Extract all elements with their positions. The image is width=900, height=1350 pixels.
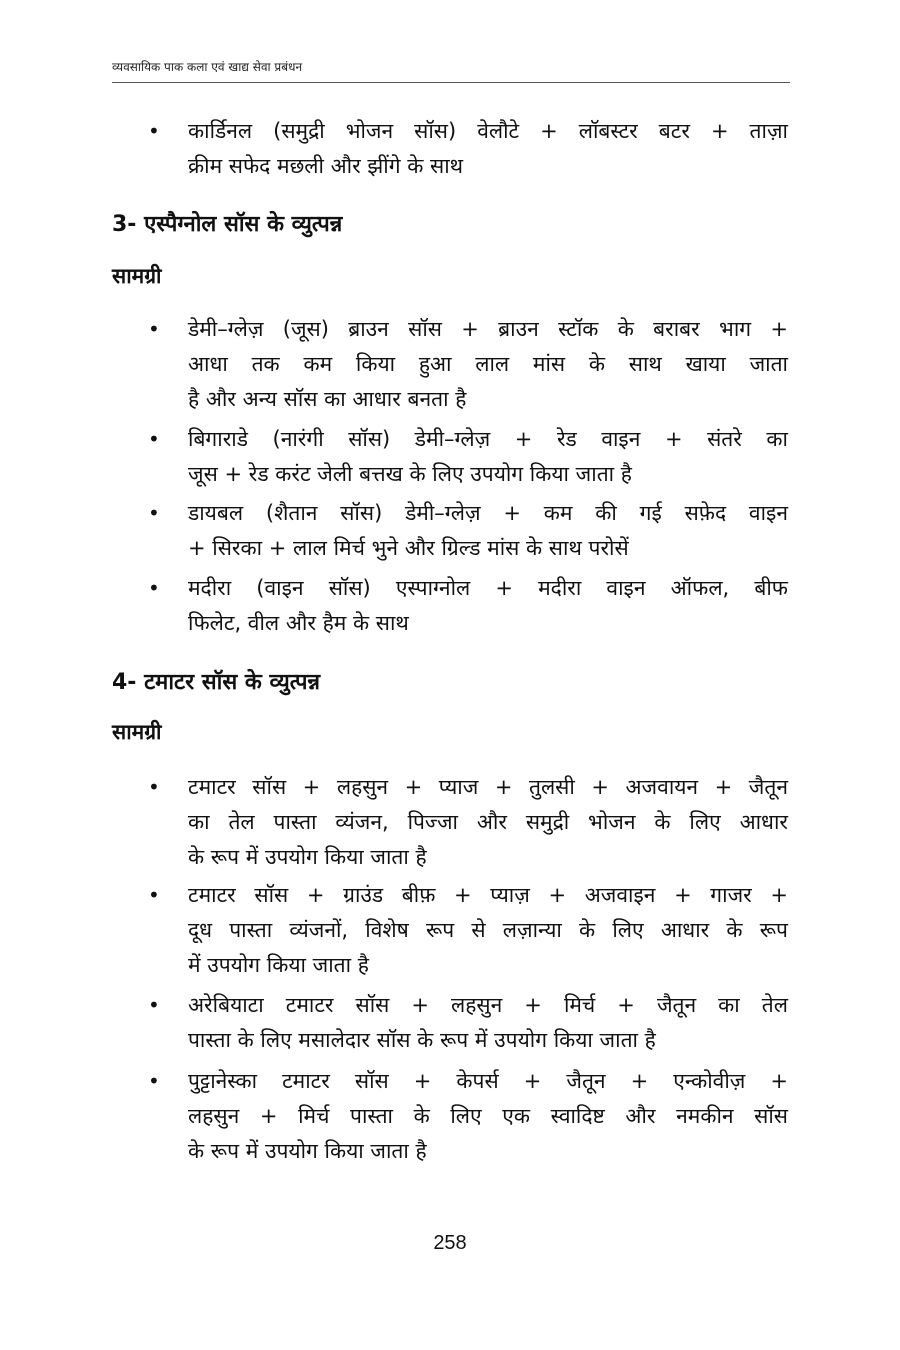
section-heading: 3- एस्पैग्नोल सॉस के व्युत्पन्न bbox=[112, 212, 343, 237]
item-line: में उपयोग किया जाता है bbox=[188, 953, 369, 977]
list-item bbox=[148, 878, 788, 983]
item-line: के रूप में उपयोग किया जाता है bbox=[188, 1139, 427, 1163]
item-line: का तेल पास्ता व्यंजन, पिज्जा और समुद्री भोजन के लिए आधार bbox=[188, 810, 788, 834]
list-item bbox=[148, 312, 788, 417]
section-subheading: सामग्री bbox=[112, 264, 162, 288]
list-item bbox=[148, 114, 788, 184]
bullet-icon: • bbox=[148, 427, 160, 451]
item-line: लहसुन + मिर्च पास्ता के लिए एक स्वादिष्ट और नमकीन सॉस bbox=[188, 1104, 788, 1128]
item-line: टमाटर सॉस + लहसुन + प्याज + तुलसी + अजवायन + जैतून bbox=[188, 775, 788, 799]
bullet-icon: • bbox=[148, 993, 160, 1017]
item-line: कार्डिनल (समुद्री भोजन सॉस) वेलौटे + लॉबस्टर बटर + ताज़ा bbox=[188, 119, 788, 143]
bullet-icon: • bbox=[148, 576, 160, 600]
item-line: मदीरा (वाइन सॉस) एस्पाग्नोल + मदीरा वाइन ऑफल, बीफ bbox=[188, 576, 788, 600]
item-line: पुट्टानेस्का टमाटर सॉस + केपर्स + जैतून + एन्कोवीज़ + bbox=[188, 1069, 788, 1093]
page-number: 258 bbox=[433, 1232, 467, 1254]
item-line: डेमी–ग्लेज़ (जूस) ब्राउन सॉस + ब्राउन स्टॉक के बराबर भाग + bbox=[188, 317, 788, 341]
header-rule bbox=[112, 82, 790, 83]
list-item bbox=[148, 770, 788, 875]
bullet-icon: • bbox=[148, 119, 160, 143]
list-item bbox=[148, 1064, 788, 1169]
item-line: टमाटर सॉस + ग्राउंड बीफ़ + प्याज़ + अजवाइन + गाजर + bbox=[188, 883, 788, 907]
item-line: क्रीम सफेद मछली और झींगे के साथ bbox=[188, 154, 464, 178]
item-line: डायबल (शैतान सॉस) डेमी–ग्लेज़ + कम की गई सफ़ेद वाइन bbox=[188, 501, 788, 525]
running-header: व्यवसायिक पाक कला एवं खाद्य सेवा प्रबंधन bbox=[112, 60, 303, 74]
item-line: जूस + रेड करंट जेली बत्तख के लिए उपयोग किया जाता है bbox=[188, 462, 632, 486]
bullet-icon: • bbox=[148, 317, 160, 341]
item-line: फिलेट, वील और हैम के साथ bbox=[188, 611, 409, 635]
bullet-icon: • bbox=[148, 775, 160, 799]
list-item bbox=[148, 422, 788, 492]
item-line: दूध पास्ता व्यंजनों, विशेष रूप से लज़ान्या के लिए आधार के रूप bbox=[188, 918, 788, 942]
item-line: है और अन्य सॉस का आधार बनता है bbox=[188, 387, 467, 411]
bullet-icon: • bbox=[148, 501, 160, 525]
list-item bbox=[148, 571, 788, 641]
section-heading: 4- टमाटर सॉस के व्युत्पन्न bbox=[112, 670, 321, 695]
bullet-icon: • bbox=[148, 1069, 160, 1093]
bullet-icon: • bbox=[148, 883, 160, 907]
list-item bbox=[148, 496, 788, 566]
item-line: पास्ता के लिए मसालेदार सॉस के रूप में उपयोग किया जाता है bbox=[188, 1028, 656, 1052]
item-line: अरेबियाटा टमाटर सॉस + लहसुन + मिर्च + जैतून का तेल bbox=[188, 993, 788, 1017]
item-line: बिगाराडे (नारंगी सॉस) डेमी–ग्लेज़ + रेड वाइन + संतरे का bbox=[188, 427, 788, 451]
item-line: आधा तक कम किया हुआ लाल मांस के साथ खाया जाता bbox=[188, 352, 788, 376]
item-line: के रूप में उपयोग किया जाता है bbox=[188, 845, 427, 869]
section-subheading: सामग्री bbox=[112, 720, 162, 744]
list-item bbox=[148, 988, 788, 1058]
item-line: + सिरका + लाल मिर्च भुने और ग्रिल्ड मांस के साथ परोसें bbox=[188, 536, 629, 560]
